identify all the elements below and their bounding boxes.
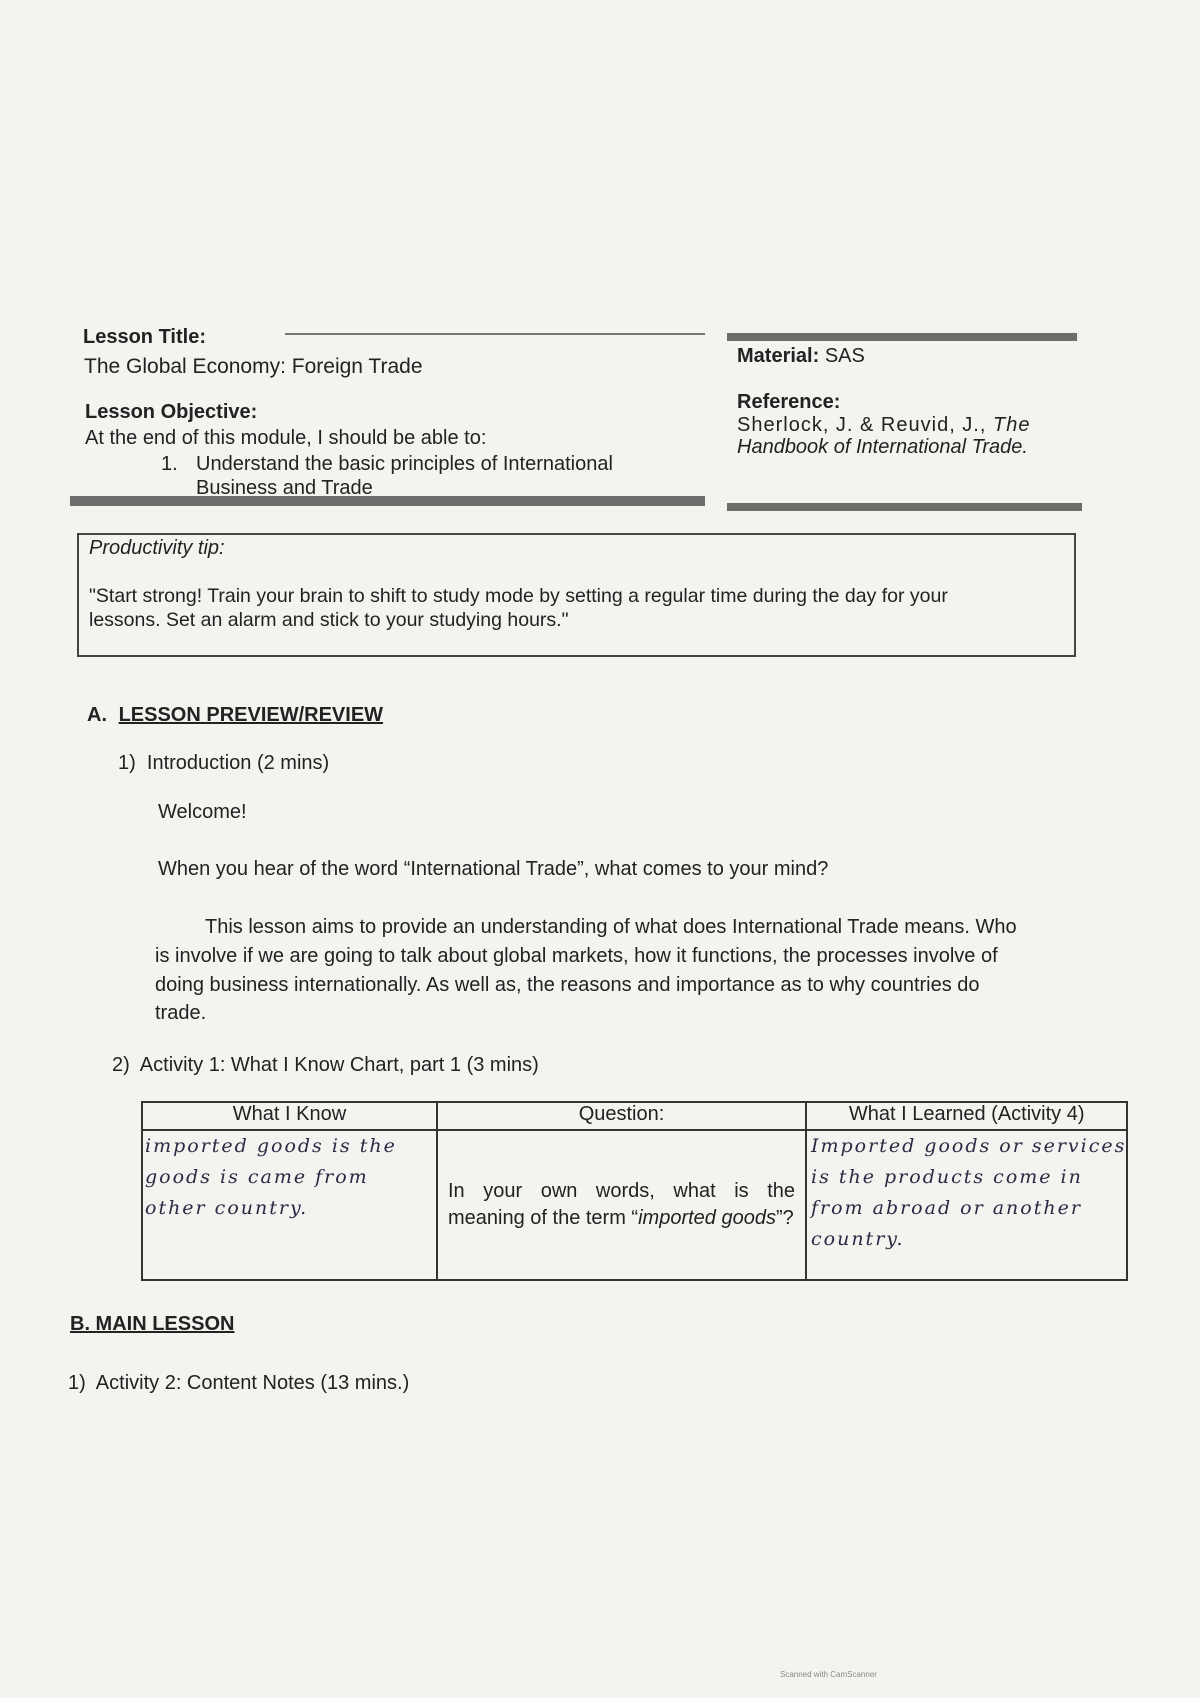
section-a-heading (87, 704, 383, 727)
chart-question-text (438, 1178, 805, 1232)
intro-paragraph-line-1: This lesson aims to provide an understanding of what does International Trade means. Who (205, 916, 1017, 938)
section-a-title: LESSON PREVIEW/REVIEW (118, 704, 384, 726)
objective-number: 1. (161, 453, 178, 475)
chart-question-c: ”? (775, 1207, 794, 1229)
reference-label: Reference: (737, 391, 841, 413)
objective-intro: At the end of this module, I should be able to: (85, 427, 487, 449)
know-line-3: other country. (145, 1197, 309, 1219)
reference-line-1 (737, 414, 1030, 437)
chart-header-know: What I Know (142, 1102, 437, 1130)
know-line-2: goods is came from (145, 1166, 369, 1188)
learned-line-2: is the products come in (811, 1166, 1083, 1188)
material-top-rule (727, 333, 1077, 341)
objective-line-2: Business and Trade (196, 477, 373, 499)
learned-line-3: from abroad or another (811, 1197, 1082, 1219)
material-value: SAS (824, 345, 865, 367)
activity-1-item: 2) Activity 1: What I Know Chart, part 1 (3 mins) (112, 1054, 539, 1076)
what-i-know-chart (141, 1101, 1128, 1281)
lesson-title-label: Lesson Title: (83, 326, 206, 348)
title-rule (285, 333, 705, 335)
reference-bottom-rule (727, 503, 1082, 511)
chart-question-a: In your own words, what is the meaning of the term “ (448, 1180, 795, 1229)
material-label (737, 345, 865, 368)
intro-item: 1) Introduction (2 mins) (118, 752, 330, 774)
know-line-1: imported goods is the (145, 1135, 397, 1157)
intro-paragraph-line-4: trade. (155, 1002, 207, 1024)
material-label-text: Material: (737, 345, 820, 367)
tip-line-2: lessons. Set an alarm and stick to your studying hours." (89, 609, 569, 631)
objective-label: Lesson Objective: (85, 401, 258, 423)
tip-line-1: "Start strong! Train your brain to shift to study mode by setting a regular time during the day for your (89, 585, 948, 607)
intro-paragraph-line-3: doing business internationally. As well as, the reasons and importance as to why countries do (155, 974, 980, 996)
lesson-title: The Global Economy: Foreign Trade (84, 355, 423, 378)
objective-line-1: Understand the basic principles of International (196, 453, 613, 475)
reference-authors: Sherlock, J. & Reuvid, J., (737, 414, 993, 436)
reference-line-2: Handbook of International Trade. (737, 436, 1028, 458)
intro-paragraph-line-2: is involve if we are going to talk about global markets, how it functions, the processes involve of (155, 945, 998, 967)
learned-line-4: country. (811, 1228, 905, 1250)
learned-line-1: Imported goods or services (811, 1135, 1127, 1157)
section-a-letter: A. (87, 704, 107, 726)
tip-label: Productivity tip: (89, 537, 225, 559)
section-b-heading: B. MAIN LESSON (70, 1313, 235, 1335)
chart-cell-learned (806, 1130, 1127, 1280)
activity-2-item: 1) Activity 2: Content Notes (13 mins.) (68, 1372, 410, 1394)
scanner-stamp: Scanned with CamScanner (780, 1670, 877, 1679)
intro-question: When you hear of the word “International Trade”, what comes to your mind? (158, 858, 829, 880)
productivity-tip-box (77, 533, 1076, 657)
chart-question-b: imported goods (638, 1207, 776, 1229)
chart-header-question: Question: (437, 1102, 806, 1130)
welcome-text: Welcome! (158, 801, 247, 823)
chart-cell-know (142, 1130, 437, 1280)
reference-title-start: The (992, 414, 1031, 436)
chart-cell-question (437, 1130, 806, 1280)
objective-bottom-rule (70, 496, 705, 506)
chart-header-learned: What I Learned (Activity 4) (806, 1102, 1127, 1130)
